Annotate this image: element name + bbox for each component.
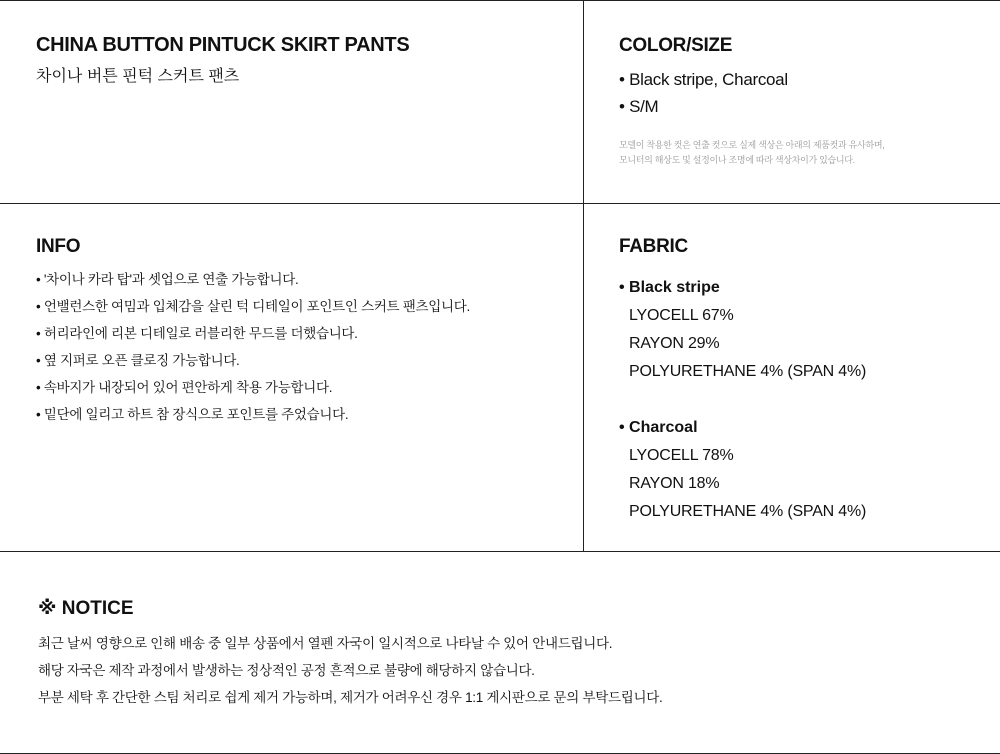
product-title-section [36, 34, 576, 86]
fabric-line: POLYURETHANE 4% (SPAN 4%) [629, 363, 867, 380]
product-title-en: CHINA BUTTON PINTUCK SKIRT PANTS [36, 34, 410, 56]
notice-body [38, 630, 988, 711]
row-divider-2 [0, 551, 1000, 552]
fabric-group-charcoal [619, 414, 989, 526]
fabric-line: RAYON 29% [629, 335, 720, 352]
info-item: • 속바지가 내장되어 있어 편안하게 착용 가능합니다. [36, 380, 333, 395]
notice-line: 부분 세탁 후 간단한 스팀 처리로 쉽게 제거 가능하며, 제거가 어려우신 경우 1:1 게시판으로 문의 부탁드립니다. [38, 690, 663, 705]
fabric-title: FABRIC [619, 236, 688, 257]
info-item: • 허리라인에 리본 디테일로 러블리한 무드를 더했습니다. [36, 326, 358, 341]
fabric-line: POLYURETHANE 4% (SPAN 4%) [629, 503, 867, 520]
info-item: • 밑단에 일리고 하트 참 장식으로 포인트를 주었습니다. [36, 407, 349, 422]
fabric-line: LYOCELL 67% [629, 307, 734, 324]
color-size-title: COLOR/SIZE [619, 35, 733, 56]
fabric-group-name: • Charcoal [619, 419, 698, 436]
row-divider-1 [0, 203, 1000, 204]
color-note-line: 모니터의 해상도 및 설정이나 조명에 따라 색상차이가 있습니다. [619, 155, 855, 165]
fabric-group-name: • Black stripe [619, 279, 720, 296]
color-size-item: • S/M [619, 97, 659, 116]
color-note [619, 138, 989, 168]
column-divider [583, 0, 584, 552]
info-item: • 언밸런스한 여밈과 입체감을 살린 턱 디테일이 포인트인 스커트 팬츠입니다. [36, 299, 470, 314]
color-size-list [619, 66, 989, 120]
info-item: • '차이나 카라 탑'과 셋업으로 연출 가능합니다. [36, 272, 299, 287]
product-title-ko: 차이나 버튼 핀턱 스커트 팬츠 [36, 68, 240, 85]
top-border [0, 0, 1000, 1]
fabric-line: RAYON 18% [629, 475, 720, 492]
color-size-item: • Black stripe, Charcoal [619, 70, 788, 89]
fabric-section [619, 236, 989, 526]
info-section [36, 236, 576, 428]
color-size-section [619, 35, 989, 168]
notice-section [38, 597, 988, 711]
fabric-group-black-stripe [619, 274, 989, 386]
info-item: • 옆 지퍼로 오픈 클로징 가능합니다. [36, 353, 240, 368]
info-title: INFO [36, 236, 81, 257]
fabric-line: LYOCELL 78% [629, 447, 734, 464]
info-list [36, 266, 576, 428]
notice-line: 최근 날씨 영향으로 인해 배송 중 일부 상품에서 열펜 자국이 일시적으로 나타날 수 있어 안내드립니다. [38, 636, 613, 651]
notice-line: 해당 자국은 제작 과정에서 발생하는 정상적인 공정 흔적으로 불량에 해당하지 않습니다. [38, 663, 535, 678]
color-note-line: 모델이 착용한 컷은 연출 컷으로 실제 색상은 아래의 제품컷과 유사하며, [619, 140, 885, 150]
notice-title: ※ NOTICE [38, 598, 134, 619]
